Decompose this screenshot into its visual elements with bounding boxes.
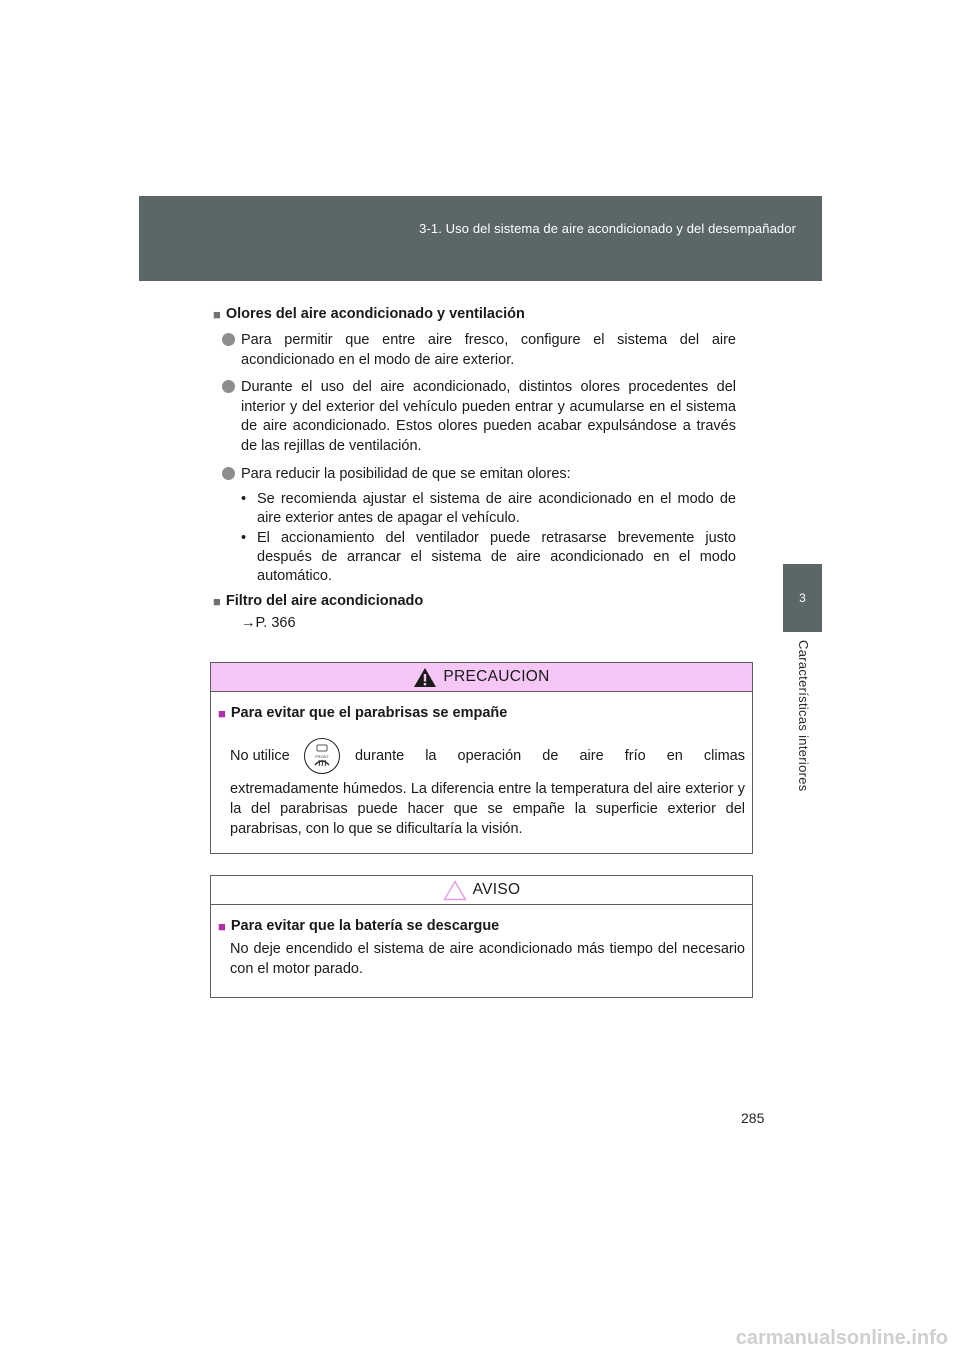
circle-bullet-icon xyxy=(222,380,235,393)
notice-text: No deje encendido el sistema de aire acondicionado más tiempo del necesario con el motor parado. xyxy=(230,941,745,977)
square-bullet-icon: ■ xyxy=(213,593,221,609)
notice-box xyxy=(210,875,753,998)
caution-box xyxy=(210,662,753,854)
dot-bullet-icon: • xyxy=(241,491,247,508)
notice-header: AVISO xyxy=(211,876,752,905)
square-bullet-icon: ■ xyxy=(213,306,221,322)
list-item: Para permitir que entre aire fresco, configure el sistema del aire acondicionado en el modo de aire exterior. xyxy=(213,331,736,370)
caution-header: PRECAUCION xyxy=(211,663,752,692)
page-reference-link[interactable]: →P. 366 xyxy=(241,615,296,632)
section-heading-odors: ■ Olores del aire acondicionado y ventilación xyxy=(213,306,525,322)
chapter-header-band xyxy=(139,196,822,281)
svg-text:FRONT: FRONT xyxy=(315,754,330,759)
defogger-button-icon xyxy=(304,738,340,774)
chapter-label: Características interiores xyxy=(796,640,811,792)
warning-outline-icon xyxy=(443,880,467,901)
main-content xyxy=(213,306,736,631)
caution-heading: ■ Para evitar que el parabrisas se empañe xyxy=(218,705,508,721)
chapter-number-tab: 3 xyxy=(783,564,822,632)
dot-bullet-icon: • xyxy=(241,530,247,547)
notice-body xyxy=(211,905,752,997)
section-title: 3-1. Uso del sistema de aire acondicionado y del desempañador xyxy=(419,221,796,236)
square-bullet-icon: ■ xyxy=(218,705,226,721)
caution-text: extremadamente húmedos. La diferencia entre la temperatura del aire exterior y la del parabrisas puede hacer que se empañe la superficie exterior del parabrisas, con lo que se dificultaría la visión. xyxy=(230,781,745,837)
circle-bullet-icon xyxy=(222,333,235,346)
watermark: carmanualsonline.info xyxy=(735,1327,948,1349)
sub-list-item: • El accionamiento del ventilador puede retrasarse brevemente justo después de arrancar el sistema de aire acondicionado en el modo automático. xyxy=(241,530,736,584)
circle-bullet-icon xyxy=(222,467,235,480)
caution-line: No utilice FRONT durante la operación de aire frío en climas xyxy=(218,733,745,779)
section-heading-filter: ■ Filtro del aire acondicionado xyxy=(213,593,424,610)
notice-heading: ■ Para evitar que la batería se descargue xyxy=(218,918,500,934)
list-item: Durante el uso del aire acondicionado, distintos olores procedentes del interior y del exterior del vehículo pueden entrar y acumularse en el sistema de aire acondicionado. Estos olores pueden acabar expulsándose a través de las rejillas de ventilación. xyxy=(213,378,736,456)
square-bullet-icon: ■ xyxy=(218,918,226,934)
page-number: 285 xyxy=(741,1110,765,1126)
caution-body xyxy=(211,692,752,853)
sub-list-item: • Se recomienda ajustar el sistema de aire acondicionado en el modo de aire exterior antes de apagar el vehículo. xyxy=(241,491,736,526)
list-item: Para reducir la posibilidad de que se emitan olores: xyxy=(213,465,736,485)
warning-triangle-icon xyxy=(413,667,437,688)
